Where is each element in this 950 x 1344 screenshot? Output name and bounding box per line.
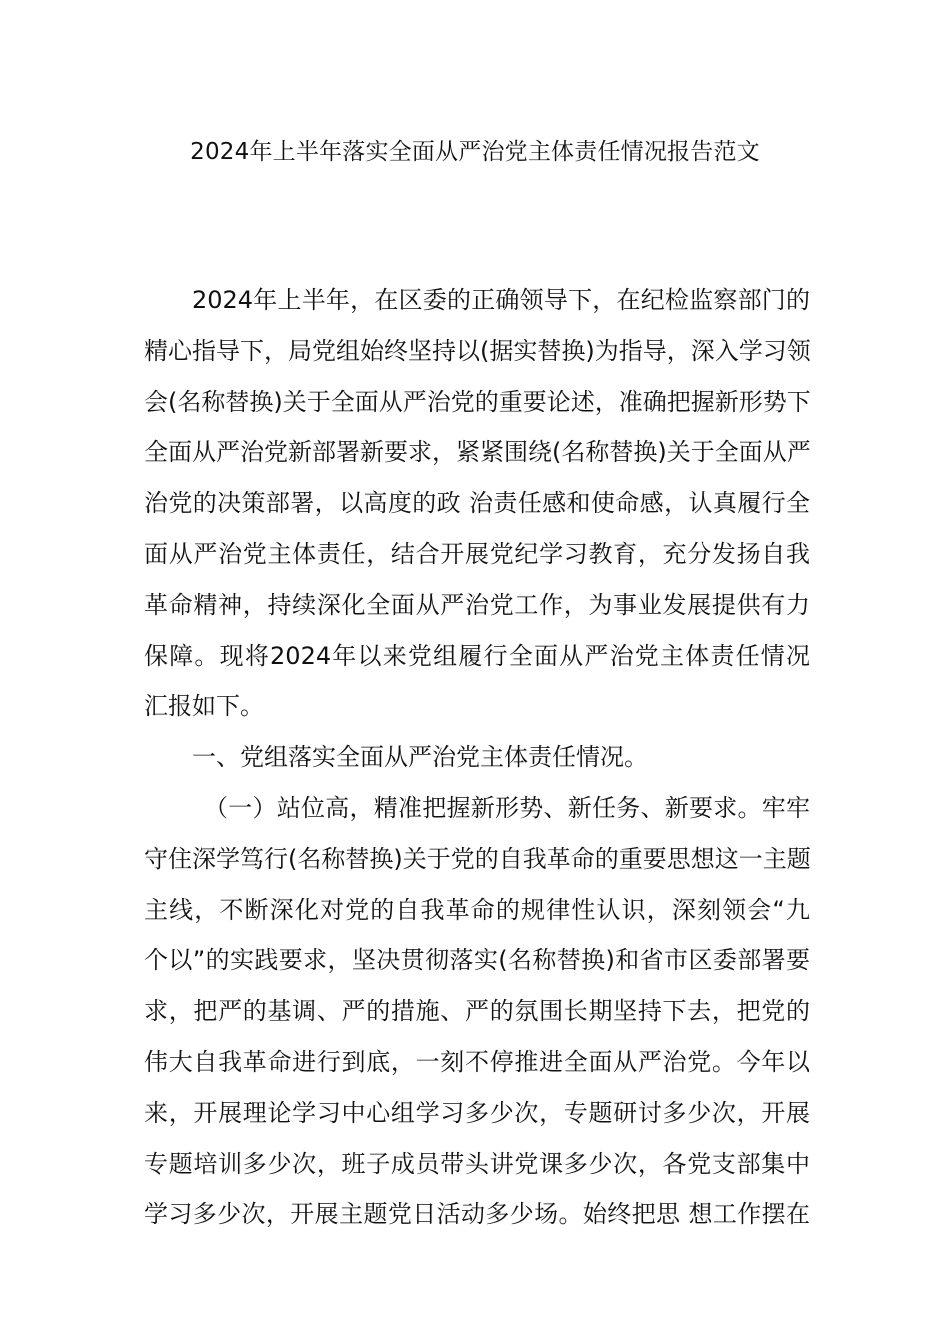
paragraph-line: 保障。现将2024年以来党组履行全面从严治党主体责任情况 [144, 641, 810, 670]
paragraph-line: 守住深学笃行(名称替换)关于党的自我革命的重要思想这一主题 [144, 844, 811, 873]
paragraph-line: 来，开展理论学习中心组学习多少次，专题研讨多少次，开展 [144, 1098, 810, 1127]
document-title: 2024年上半年落实全面从严治党主体责任情况报告范文 [190, 139, 760, 165]
paragraph-line: 革命精神，持续深化全面从严治党工作，为事业发展提供有力 [144, 590, 810, 619]
paragraph-line: 汇报如下。 [144, 692, 264, 721]
paragraph-line: 治党的决策部署，以高度的政 治责任感和使命感，认真履行全 [144, 489, 810, 518]
paragraph-line: 全面从严治党新部署新要求，紧紧围绕(名称替换)关于全面从严 [144, 438, 811, 467]
document-body [144, 280, 810, 1245]
paragraph-line: 伟大自我革命进行到底，一刻不停推进全面从严治党。今年以 [144, 1047, 810, 1076]
paragraph-line: 求，把严的基调、严的措施、严的氛围长期坚持下去，把党的 [144, 997, 810, 1026]
paragraph-line: （一）站位高，精准把握新形势、新任务、新要求。牢牢 [204, 793, 810, 822]
paragraph-line: 个以”的实践要求，坚决贯彻落实(名称替换)和省市区委部署要 [144, 946, 810, 975]
paragraph-line: 2024年上半年，在区委的正确领导下，在纪检监察部门的 [192, 286, 810, 314]
section-heading: 一、党组落实全面从严治党主体责任情况。 [192, 743, 648, 772]
paragraph-line: 学习多少次，开展主题党日活动多少场。始终把思 想工作摆在 [144, 1200, 810, 1229]
paragraph-line: 会(名称替换)关于全面从严治党的重要论述，准确把握新形势下 [144, 387, 811, 416]
paragraph-line: 面从严治党主体责任，结合开展党纪学习教育，充分发扬自我 [144, 539, 810, 568]
paragraph-line: 专题培训多少次，班子成员带头讲党课多少次，各党支部集中 [144, 1149, 810, 1178]
paragraph-line: 精心指导下，局党组始终坚持以(据实替换)为指导，深入学习领 [144, 336, 811, 365]
paragraph-line: 主线，不断深化对党的自我革命的规律性认识，深刻领会“九 [144, 895, 810, 924]
